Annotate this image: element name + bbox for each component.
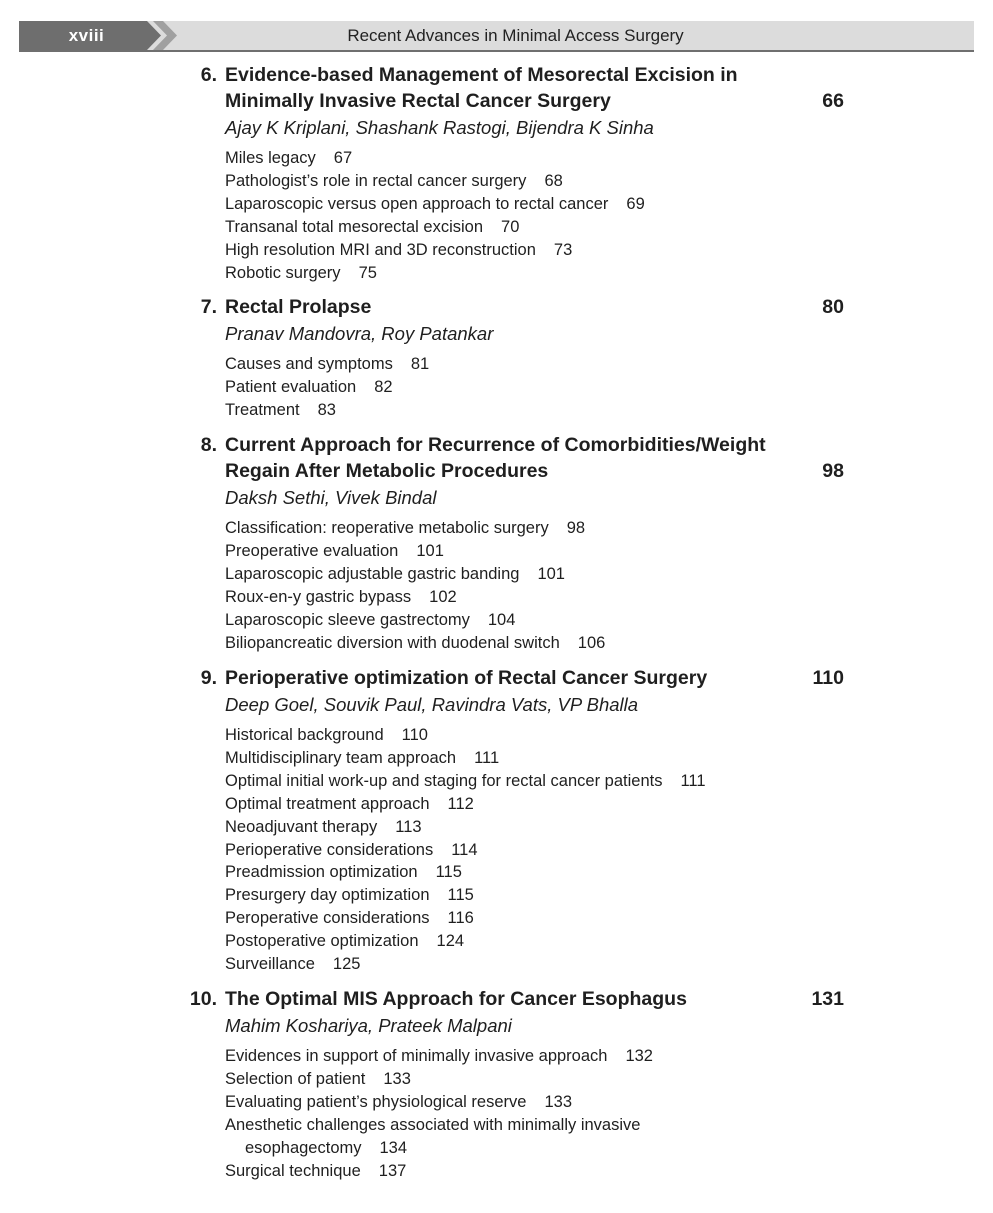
- section-list: [225, 147, 645, 284]
- section-item: [225, 724, 706, 747]
- section-item: [225, 930, 706, 953]
- section-title: Miles legacy: [225, 149, 316, 167]
- chapter-page: 66: [822, 90, 844, 112]
- section-title: Robotic surgery: [225, 263, 341, 282]
- chapter-authors: Ajay K Kriplani, Shashank Rastogi, Bijendra K Sinha: [225, 117, 654, 138]
- section-title: Presurgery day optimization: [225, 886, 430, 905]
- section-item: [225, 770, 706, 793]
- section-item: [225, 793, 706, 816]
- section-page: 125: [332, 955, 361, 974]
- section-page: 67: [333, 149, 353, 167]
- section-page: 137: [378, 1161, 407, 1180]
- section-item: [225, 517, 605, 540]
- book-title: Recent Advances in Minimal Access Surgery: [347, 26, 684, 45]
- page-number-tab: [19, 21, 177, 50]
- section-page: 101: [416, 541, 444, 560]
- section-title: Laparoscopic versus open approach to rectal cancer: [225, 194, 609, 213]
- section-title: Transanal total mesorectal excision: [225, 217, 484, 236]
- chapter-page: 131: [811, 988, 844, 1010]
- page-number: xviii: [68, 26, 105, 45]
- section-page: 101: [537, 564, 565, 583]
- section-item: [225, 540, 605, 563]
- section-title: Selection of patient: [225, 1069, 366, 1088]
- section-page: 83: [317, 400, 336, 419]
- section-page: 111: [680, 771, 706, 790]
- section-page: 68: [544, 171, 563, 190]
- section-list: [225, 1045, 658, 1182]
- section-title: Patient evaluation: [225, 377, 357, 396]
- section-item: [225, 907, 706, 930]
- section-item: [225, 1114, 658, 1137]
- chapter-page: 98: [822, 460, 844, 482]
- chapter-title-line: Minimally Invasive Rectal Cancer Surgery: [225, 90, 611, 112]
- section-item: [225, 609, 605, 632]
- section-list: [225, 724, 706, 976]
- section-title: High resolution MRI and 3D reconstruction: [225, 240, 536, 259]
- section-title: Treatment: [225, 400, 300, 419]
- chapter-number: 10.: [189, 988, 217, 1010]
- section-title: Roux-en-y gastric bypass: [225, 587, 412, 606]
- section-page: 133: [544, 1092, 572, 1111]
- section-page: 106: [577, 633, 606, 652]
- chapter-title-line: Regain After Metabolic Procedures: [225, 460, 549, 482]
- chapter-authors: Daksh Sethi, Vivek Bindal: [225, 487, 437, 508]
- section-item: [225, 262, 645, 285]
- section-item: [225, 170, 645, 193]
- section-item: [225, 193, 645, 216]
- section-page: 111: [474, 748, 500, 767]
- section-page: 110: [401, 726, 428, 744]
- section-page: 98: [566, 519, 586, 537]
- section-title: Biliopancreatic diversion with duodenal switch: [225, 633, 560, 652]
- section-page: 81: [410, 355, 430, 373]
- chapter-authors: Deep Goel, Souvik Paul, Ravindra Vats, VP Bhalla: [225, 694, 639, 715]
- section-page: 132: [625, 1047, 653, 1065]
- section-page: 116: [447, 909, 474, 928]
- section-page: 133: [383, 1069, 411, 1088]
- section-title: Evaluating patient’s physiological reserve: [225, 1092, 527, 1111]
- section-item: [225, 1068, 658, 1091]
- section-page: 112: [447, 794, 474, 813]
- section-title: Causes and symptoms: [225, 355, 393, 373]
- section-item: [225, 1160, 658, 1183]
- section-title: Anesthetic challenges associated with minimally invasive: [225, 1115, 641, 1134]
- section-item: [225, 399, 429, 422]
- section-title: esophagectomy: [245, 1138, 362, 1157]
- section-title: Postoperative optimization: [225, 932, 419, 951]
- chapter-number: 8.: [200, 434, 217, 456]
- chapter-authors: Mahim Koshariya, Prateek Malpani: [225, 1015, 512, 1036]
- section-item: [225, 861, 706, 884]
- section-title: Surveillance: [225, 955, 315, 974]
- section-item: [225, 216, 645, 239]
- section-item: [225, 1045, 658, 1068]
- section-title: Peroperative considerations: [225, 909, 430, 928]
- section-title: Preoperative evaluation: [225, 541, 399, 560]
- section-page: 69: [626, 194, 645, 213]
- section-title: Optimal initial work-up and staging for rectal cancer patients: [225, 771, 663, 790]
- chapter-number: 9.: [200, 667, 217, 689]
- section-page: 124: [436, 932, 465, 951]
- section-page: 73: [553, 240, 573, 259]
- section-title: Surgical technique: [225, 1161, 361, 1180]
- chapter-authors: Pranav Mandovra, Roy Patankar: [225, 323, 494, 344]
- section-item: [225, 563, 605, 586]
- section-item: [225, 953, 706, 976]
- section-title: Classification: reoperative metabolic surgery: [225, 519, 549, 537]
- section-page: 114: [451, 840, 478, 859]
- section-list: [225, 353, 429, 422]
- section-title: Optimal treatment approach: [225, 794, 430, 813]
- section-item-continued: [225, 1137, 658, 1160]
- section-title: Preadmission optimization: [225, 863, 418, 882]
- section-item: [225, 816, 706, 839]
- section-page: 115: [447, 886, 474, 905]
- section-page: 104: [487, 610, 516, 629]
- section-item: [225, 147, 645, 170]
- section-title: Laparoscopic sleeve gastrectomy: [225, 610, 470, 629]
- section-title: Multidisciplinary team approach: [225, 748, 457, 767]
- section-item: [225, 884, 706, 907]
- section-page: 82: [374, 377, 393, 396]
- chapter-page: 80: [822, 296, 844, 318]
- chapter-title-line: Perioperative optimization of Rectal Cancer Surgery: [225, 667, 708, 689]
- section-title: Evidences in support of minimally invasive approach: [225, 1047, 608, 1065]
- chapter-title-line: The Optimal MIS Approach for Cancer Esophagus: [225, 988, 687, 1010]
- chapter-title-line: Rectal Prolapse: [225, 296, 372, 318]
- section-title: Pathologist’s role in rectal cancer surgery: [225, 171, 527, 190]
- chapter-page: 110: [812, 667, 844, 689]
- section-title: Perioperative considerations: [225, 840, 434, 859]
- section-page: 115: [435, 863, 462, 882]
- section-item: [225, 376, 429, 399]
- section-item: [225, 632, 605, 655]
- section-title: Neoadjuvant therapy: [225, 817, 378, 836]
- section-item: [225, 239, 645, 262]
- chapter-title-line: Current Approach for Recurrence of Comorbidities/Weight: [225, 434, 766, 456]
- section-page: 113: [395, 817, 422, 836]
- chapter-number: 7.: [200, 296, 217, 318]
- section-item: [225, 747, 706, 770]
- section-page: 102: [429, 587, 457, 606]
- running-header: [19, 21, 974, 52]
- chapter-number: 6.: [200, 64, 217, 86]
- section-item: [225, 1091, 658, 1114]
- section-item: [225, 839, 706, 862]
- section-page: 75: [358, 263, 377, 282]
- section-title: Laparoscopic adjustable gastric banding: [225, 564, 520, 583]
- section-item: [225, 353, 429, 376]
- section-title: Historical background: [225, 726, 384, 744]
- chapter-title-line: Evidence-based Management of Mesorectal Excision in: [225, 64, 738, 86]
- section-item: [225, 586, 605, 609]
- section-page: 70: [501, 217, 520, 236]
- section-page: 134: [379, 1138, 408, 1157]
- section-list: [225, 517, 605, 654]
